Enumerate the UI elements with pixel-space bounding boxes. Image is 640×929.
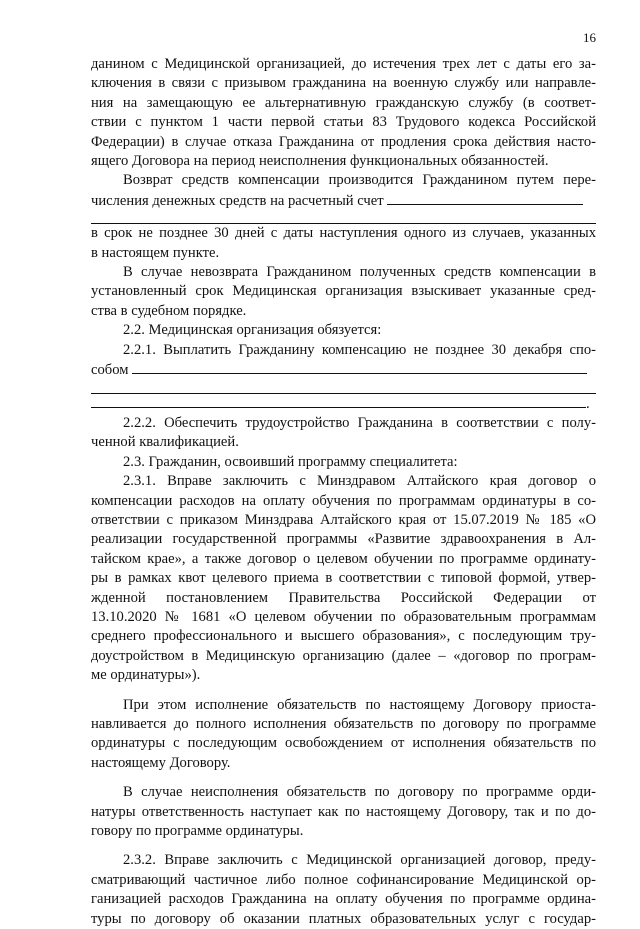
text-line: 13.10.2020 № 1681 «О целевом обучении по образовательным программам bbox=[91, 608, 596, 625]
text-fragment: числения денежных средств на расчетный счет bbox=[91, 192, 384, 209]
page-number: 16 bbox=[583, 30, 596, 45]
text-line: ординатуры с последующим освобождением от исполнения обязательств по bbox=[91, 735, 596, 752]
payment-method-blank bbox=[132, 360, 587, 374]
paragraph-gap bbox=[91, 773, 596, 783]
text-fragment: собом bbox=[91, 362, 129, 379]
text-line: 2.2.2. Обеспечить трудоустройство Гражданина в соответствии с полу- bbox=[123, 414, 596, 431]
text-line: навливается до полного исполнения обязательств по договору по программе bbox=[91, 716, 596, 732]
text-line: ганизацией расходов Гражданина на оплату обучения по программе ордина- bbox=[91, 891, 596, 908]
text-line: настоящему Договору. bbox=[91, 754, 231, 771]
text-line: Возврат средств компенсации производится Гражданином путем пере- bbox=[123, 172, 596, 189]
text-line: ствии с пунктом 1 части первой статьи 83 Трудового кодекса Российской bbox=[91, 114, 596, 131]
text-line: 2.3.2. Вправе заключить с Медицинской организацией договор, преду- bbox=[123, 852, 596, 869]
text-line: 2.2.1. Выплатить Гражданину компенсацию не позднее 30 декабря спо- bbox=[123, 341, 596, 358]
text-line: В случае невозврата Гражданином полученных средств компенсации в bbox=[123, 264, 596, 281]
document-body bbox=[91, 55, 596, 929]
fill-in-blank-line bbox=[91, 381, 596, 394]
text-line: В случае неисполнения обязательств по договору по программе орди- bbox=[123, 784, 596, 801]
text-fragment: . bbox=[586, 395, 590, 412]
text-line: При этом исполнение обязательств по настоящему Договору приоста- bbox=[123, 696, 596, 713]
fill-in-blank-line bbox=[91, 394, 586, 408]
text-line: компенсации расходов на оплату обучения по программам ординатуры в со- bbox=[91, 492, 596, 509]
text-line: реализации государственной программы «Развитие здравоохранения в Ал- bbox=[91, 531, 596, 548]
payment-method-line-end bbox=[91, 394, 596, 414]
text-line: ящего Договора на период неисполнения функциональных обязанностей. bbox=[91, 153, 549, 170]
text-line: ченной квалификацией. bbox=[91, 434, 239, 451]
paragraph-gap bbox=[91, 686, 596, 696]
text-line: ния на замещающую ее альтернативную гражданскую службу (в соответ- bbox=[91, 94, 596, 111]
text-line: доустройством в Медицинскую организацию (далее – «договор по програм- bbox=[91, 647, 596, 664]
text-line: ства в судебном порядке. bbox=[91, 302, 247, 319]
text-line: говору по программе ординатуры. bbox=[91, 823, 304, 840]
account-number-blank bbox=[387, 191, 583, 205]
fill-in-blank-line bbox=[91, 211, 596, 224]
text-line: ответствии с приказом Минздрава Алтайского края от 15.07.2019 № 185 «О bbox=[91, 511, 596, 528]
payment-method-line bbox=[91, 360, 596, 380]
text-line: 2.3. Гражданин, освоивший программу специалитета: bbox=[123, 453, 458, 470]
text-line: тайском крае», а также договор о целевом обучении по программе ординату- bbox=[91, 550, 596, 567]
paragraph-gap bbox=[91, 841, 596, 851]
text-line: туры по договору об оказании платных образовательных услуг с государ- bbox=[91, 910, 596, 927]
text-line: установленный срок Медицинская организация взыскивает указанные сред- bbox=[91, 283, 596, 300]
text-line: в настоящем пункте. bbox=[91, 244, 220, 261]
text-line: сматривающий частичное либо полное софинансирование Медицинской ор- bbox=[91, 871, 596, 888]
text-line: 2.3.1. Вправе заключить с Минздравом Алтайского края договор о bbox=[123, 473, 596, 490]
account-line bbox=[91, 191, 596, 211]
text-line: ры в рамках квот целевого приема в соответствии с типовой формой, утвер- bbox=[91, 570, 596, 587]
text-line: натуры ответственность наступает как по настоящему Договору, так и по до- bbox=[91, 803, 596, 820]
text-line: ключения в связи с призывом гражданина на военную службу или направле- bbox=[91, 75, 596, 92]
text-line: среднего профессионального и высшего образования», с последующим тру- bbox=[91, 628, 596, 645]
text-line: данином с Медицинской организацией, до истечения трех лет с даты его за- bbox=[91, 56, 596, 72]
text-line: Федерации) в случае отказа Гражданина от продления срока действия насто- bbox=[91, 133, 596, 150]
text-line: ме ординатуры»). bbox=[91, 667, 201, 684]
text-line: жденной постановлением Правительства Российской Федерации от bbox=[91, 589, 596, 606]
text-line: в срок не позднее 30 дней с даты наступления одного из случаев, указанных bbox=[91, 225, 596, 242]
text-line: 2.2. Медицинская организация обязуется: bbox=[123, 322, 382, 339]
